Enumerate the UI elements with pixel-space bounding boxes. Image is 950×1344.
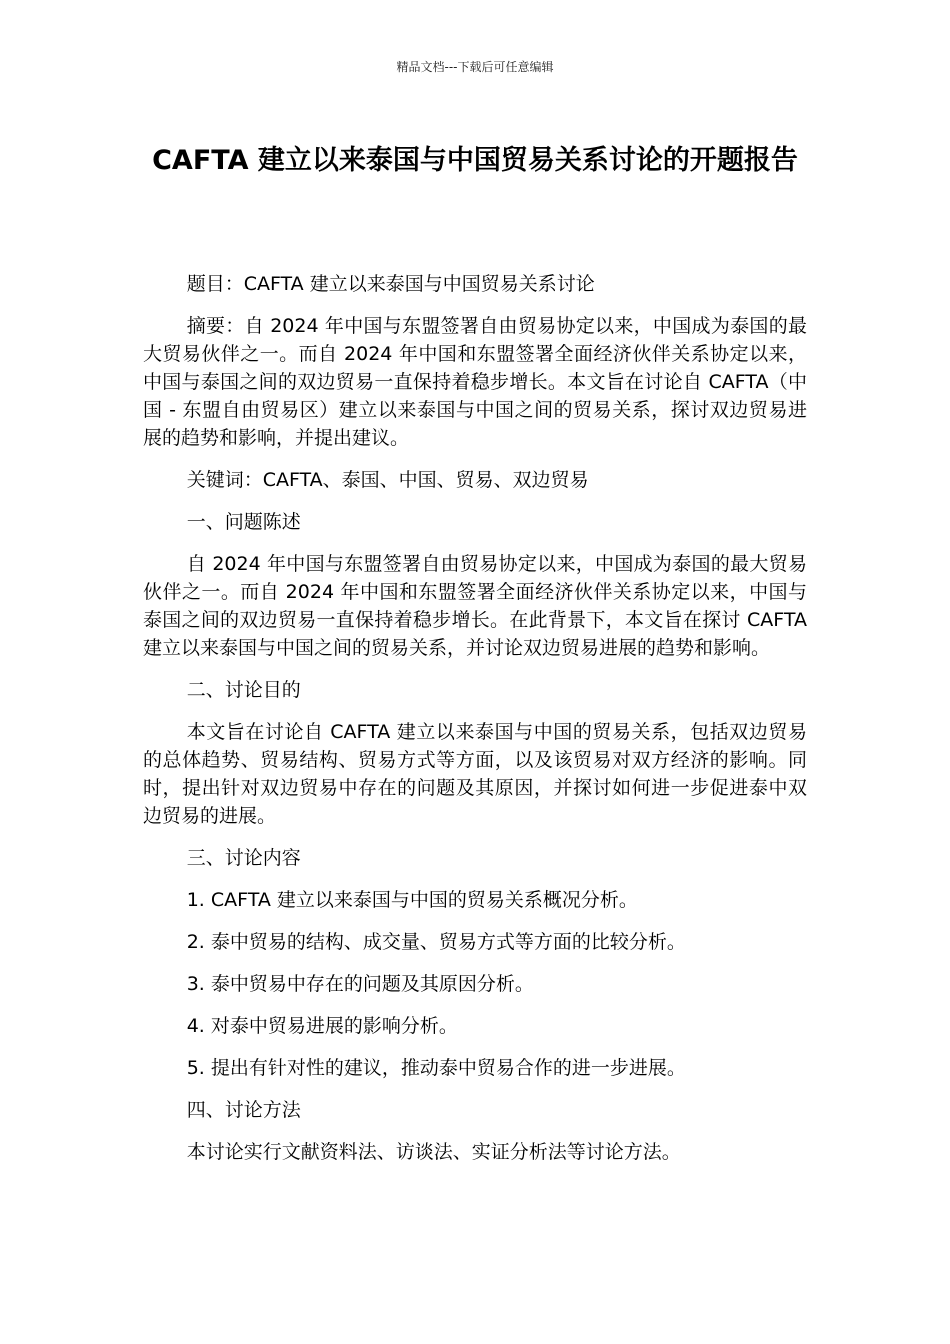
section-heading-content: 三、讨论内容 [186, 847, 301, 869]
section-heading-purpose: 二、讨论目的 [186, 679, 301, 701]
purpose-paragraph: 本文旨在讨论自 CAFTA 建立以来泰国与中国的贸易关系，包括双边贸易的总体趋势、贸易结构、贸易方式等方面，以及该贸易对双方经济的影响。同时，提出针对双边贸易中存在的问题及其原因，并探讨如何进一步促进泰中双边贸易的进展。 [143, 721, 807, 827]
document-body [143, 270, 807, 1180]
problem-paragraph: 自 2024 年中国与东盟签署自由贸易协定以来，中国成为泰国的最大贸易伙伴之一。而自 2024 年中国和东盟签署全面经济伙伴关系协定以来，中国与泰国之间的双边贸易一直保持着稳步增长。在此背景下，本文旨在探讨 CAFTA 建立以来泰国与中国之间的贸易关系，并讨论双边贸易进展的趋势和影响。 [143, 553, 807, 659]
topic-line: 题目：CAFTA 建立以来泰国与中国贸易关系讨论 [186, 273, 595, 295]
content-list-item: 2. 泰中贸易的结构、成交量、贸易方式等方面的比较分析。 [186, 931, 686, 953]
section-heading-method: 四、讨论方法 [186, 1099, 301, 1121]
section-heading-problem: 一、问题陈述 [186, 511, 301, 533]
content-list-item: 3. 泰中贸易中存在的问题及其原因分析。 [186, 973, 534, 995]
content-list-item: 1. CAFTA 建立以来泰国与中国的贸易关系概况分析。 [186, 889, 638, 911]
abstract-paragraph: 摘要：自 2024 年中国与东盟签署自由贸易协定以来，中国成为泰国的最大贸易伙伴之一。而自 2024 年中国和东盟签署全面经济伙伴关系协定以来，中国与泰国之间的双边贸易一直保持着稳步增长。本文旨在讨论自 CAFTA（中国 - 东盟自由贸易区）建立以来泰国与中国之间的贸易关系，探讨双边贸易进展的趋势和影响，并提出建议。 [143, 315, 807, 449]
document-title: CAFTA 建立以来泰国与中国贸易关系讨论的开题报告 [152, 145, 798, 176]
method-paragraph: 本讨论实行文献资料法、访谈法、实证分析法等讨论方法。 [186, 1141, 681, 1163]
header-note: 精品文档---下载后可任意编辑 [396, 60, 554, 74]
keywords-line: 关键词：CAFTA、泰国、中国、贸易、双边贸易 [186, 469, 589, 491]
content-list-item: 4. 对泰中贸易进展的影响分析。 [186, 1015, 458, 1037]
content-list-item: 5. 提出有针对性的建议，推动泰中贸易合作的进一步进展。 [186, 1057, 686, 1079]
